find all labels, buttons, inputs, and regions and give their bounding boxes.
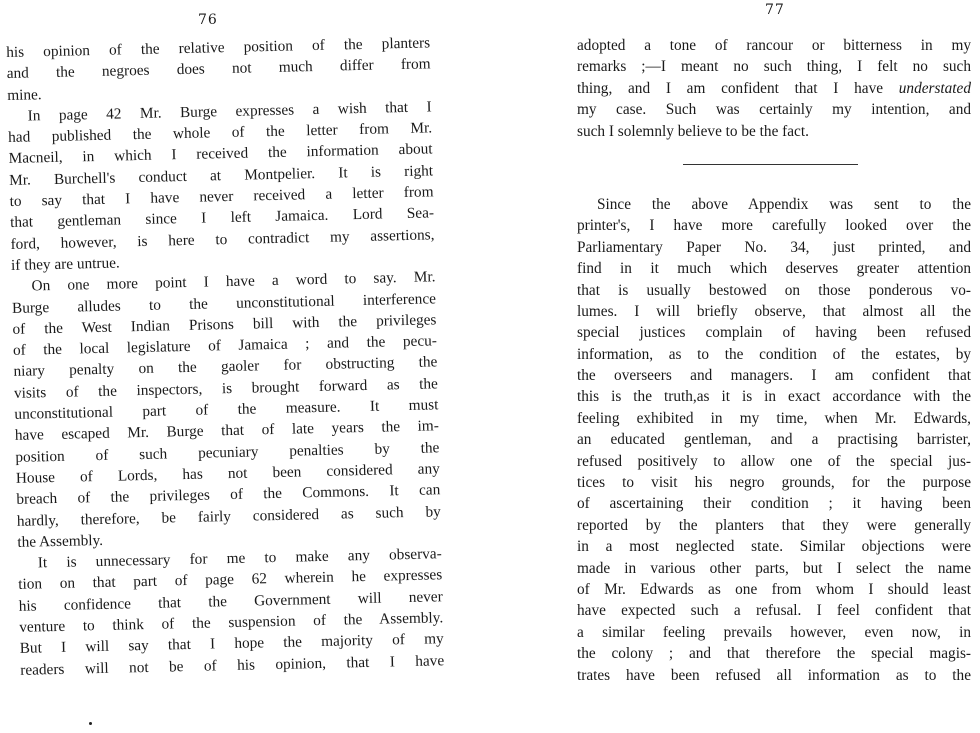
text-line: an educated gentleman, and a practising barrister, <box>577 431 971 449</box>
text-line: special justices complain of having been refused <box>577 324 971 342</box>
text-run: thing, and I am confident that I have <box>577 79 884 97</box>
text-line <box>577 78 971 99</box>
text-line: niary penalty on the gaoler for obstructing the <box>13 353 438 381</box>
text-line: visits of the inspectors, is brought forward as the <box>13 375 439 402</box>
text-line: lumes. I will briefly observe, that almost all the <box>577 302 971 320</box>
text-line: have expected such a refusal. I feel confident that <box>577 602 971 620</box>
text-line: of ascertaining their condition ; it having been <box>577 495 971 513</box>
text-line: his confidence that the Government will never <box>18 587 443 615</box>
horizontal-rule <box>683 164 858 165</box>
text-line: remarks ;—I meant no such thing, I felt no such <box>577 58 971 76</box>
section-divider <box>577 142 971 194</box>
text-line: printer's, I have more carefully looked over the <box>577 217 971 235</box>
text-line: tices to visit his negro grounds, for the purpose <box>577 474 971 492</box>
text-line: of the West Indian Prisons bill with the privileges <box>12 311 437 338</box>
text-line: refused positively to allow one of the special jus- <box>577 452 971 470</box>
left-page <box>0 0 480 733</box>
text-line: Since the above Appendix was sent to the <box>597 195 971 213</box>
text-line: adopted a tone of rancour or bitterness in my <box>577 37 971 54</box>
text-line: of the local legislature of Jamaica ; and the pecu- <box>12 332 438 360</box>
text-line: Mr. Burchell's conduct at Montpelier. It is right <box>8 162 434 189</box>
text-line: my case. Such was certainly my intention, and <box>577 101 971 119</box>
text-line: But I will say that I hope the majority of my <box>19 630 444 658</box>
text-line: that gentleman since I left Jamaica. Lord Sea- <box>9 204 435 232</box>
text-line: reported by the planters that they were generally <box>577 516 971 534</box>
text-line: It is unnecessary for me to make any observa- <box>37 545 442 572</box>
text-line: have escaped Mr. Burge that of late years the im- <box>14 417 440 445</box>
text-line: in a most neglected state. Similar objections were <box>577 538 971 556</box>
speck-mark <box>89 722 92 725</box>
text-line: his opinion of the relative position of the planters <box>6 34 431 61</box>
text-line: On one more point I have a word to say. Mr. <box>31 268 436 295</box>
text-line: venture to think of the suspension of the Assembly. <box>19 609 444 636</box>
text-line: this is the truth,as it is in exact accordance with the <box>577 388 971 406</box>
text-line: to say that I have never received a letter from <box>9 183 434 211</box>
text-line: mine. <box>7 85 42 104</box>
text-line: the Assembly. <box>17 531 104 551</box>
emphasized-word: understated <box>898 79 971 97</box>
text-line: Burge alludes to the unconstitutional interference <box>11 289 437 317</box>
text-line: information, as to the condition of the estates, by <box>577 345 971 363</box>
right-page-number: 77 <box>765 2 785 18</box>
text-line: House of Lords, has not been considered any <box>15 460 440 487</box>
text-line: a similar feeling prevails however, even now, in <box>577 623 971 641</box>
text-line: of Mr. Edwards as one from whom I should least <box>577 580 971 598</box>
text-line: had published the whole of the letter from Mr. <box>7 119 433 147</box>
text-line: In page 42 Mr. Burge expresses a wish that I <box>27 98 432 125</box>
text-line: that is usually bestowed on those ponderous vo- <box>577 281 971 299</box>
text-line: and the negroes does not much differ from <box>6 55 431 83</box>
text-line: position of such pecuniary penalties by the <box>15 438 440 466</box>
text-line: unconstitutional part of the measure. It must <box>14 396 439 423</box>
right-page <box>487 0 980 733</box>
text-line: Macneil, in which I received the information about <box>8 140 433 168</box>
text-line: if they are untrue. <box>10 254 120 274</box>
text-line: such I solemnly believe to be the fact. <box>577 122 809 140</box>
text-line: breach of the privileges of the Commons. It can <box>16 481 441 509</box>
text-line: readers will not be of his opinion, that I have <box>20 651 445 679</box>
text-line: made in various other parts, but I select the name <box>577 559 971 577</box>
text-line: the overseers and managers. I am confident that <box>577 367 971 385</box>
text-line: Parliamentary Paper No. 34, just printed, and <box>577 238 971 256</box>
text-line: the colony ; and that therefore the special magis- <box>577 645 971 663</box>
left-page-text <box>6 32 444 680</box>
text-line: ford, however, is here to contradict my assertions, <box>10 226 435 253</box>
text-line: trates have been refused all information as to the <box>577 666 971 684</box>
text-line: tion on that part of page 62 wherein he expresses <box>18 566 443 594</box>
text-line: feeling exhibited in my time, when Mr. Edwards, <box>577 409 971 427</box>
text-line: find in it much which deserves greater attention <box>577 260 971 278</box>
text-line: hardly, therefore, be fairly considered as such by <box>16 502 441 530</box>
left-page-number: 76 <box>198 12 218 28</box>
right-page-text <box>577 35 971 686</box>
